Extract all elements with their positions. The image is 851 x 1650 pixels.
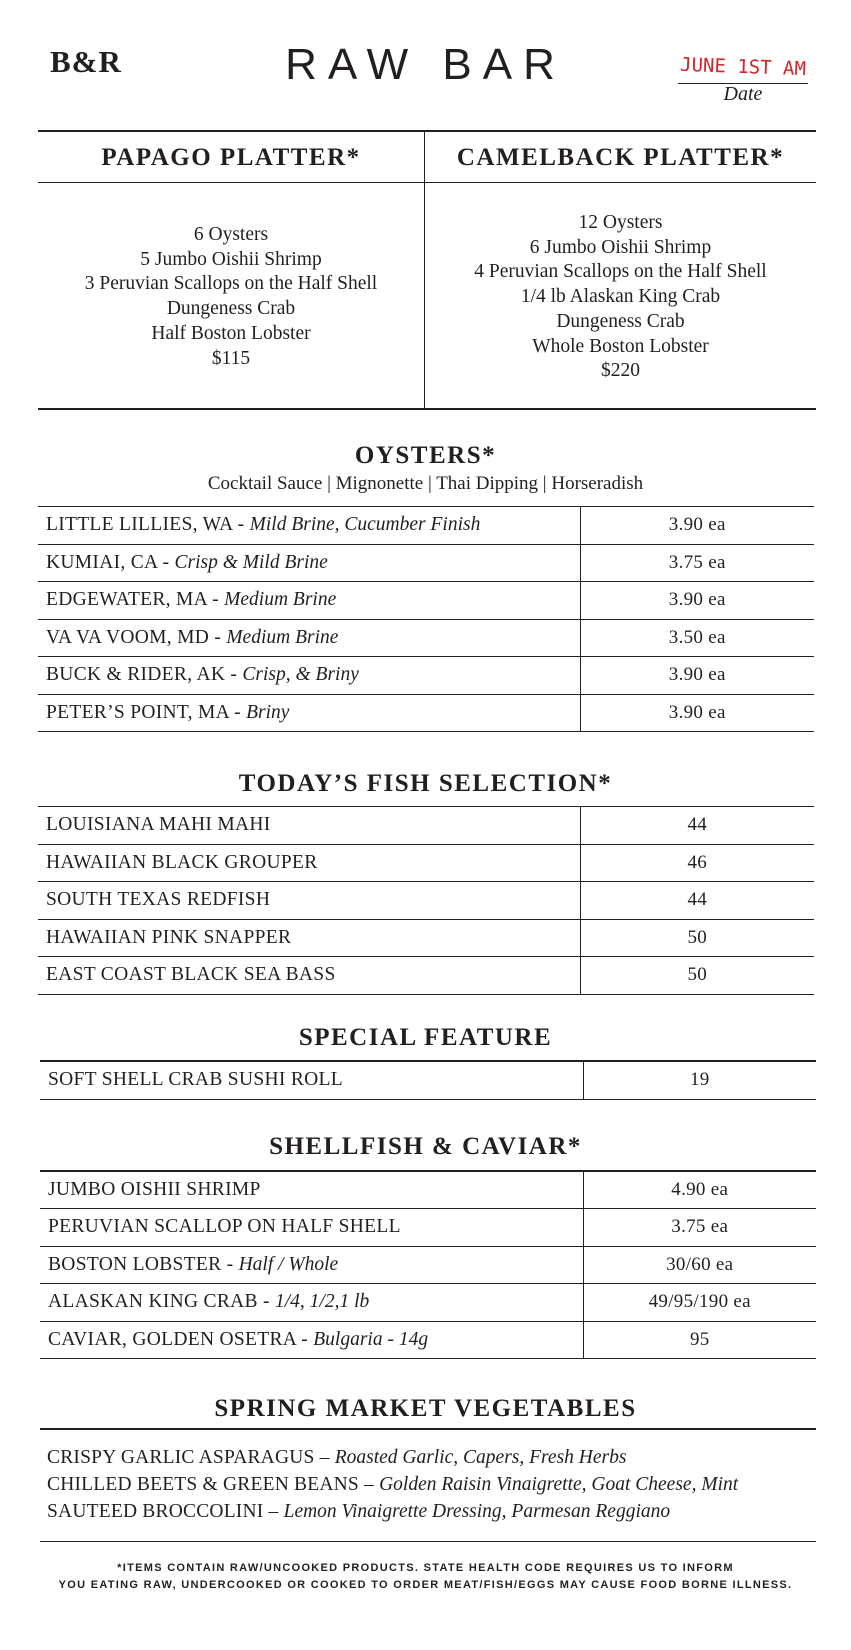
date-label: Date — [723, 83, 763, 105]
fish-table — [38, 806, 814, 995]
item-price: 46 — [580, 844, 814, 882]
shellfish-title: SHELLFISH & CAVIAR* — [269, 1133, 582, 1160]
platter-item: 12 Oysters — [578, 212, 663, 233]
item-price: 50 — [580, 919, 814, 957]
table-row — [38, 619, 814, 657]
platter-item: 6 Jumbo Oishii Shrimp — [529, 236, 712, 258]
fish-title: TODAY’S FISH SELECTION* — [238, 770, 613, 797]
oysters-title: OYSTERS* — [354, 442, 497, 469]
item-name: CAVIAR, GOLDEN OSETRA - Bulgaria - 14g — [40, 1321, 583, 1359]
platter-price: $115 — [211, 347, 251, 369]
item-name: BUCK & RIDER, AK - Crisp, & Briny — [38, 657, 580, 695]
item-price: 49/95/190 ea — [583, 1284, 816, 1322]
item-price: 3.75 ea — [583, 1209, 816, 1247]
item-price: 3.90 ea — [580, 507, 814, 545]
platter-price: $220 — [601, 360, 640, 382]
platter-item: Whole Boston Lobster — [532, 335, 709, 357]
vegetables-top-rule — [40, 1428, 816, 1430]
item-name: JUMBO OISHII SHRIMP — [40, 1171, 583, 1209]
item-name: SOFT SHELL CRAB SUSHI ROLL — [40, 1061, 583, 1099]
item-price: 3.75 ea — [580, 544, 814, 582]
item-name: HAWAIIAN BLACK GROUPER — [38, 844, 580, 882]
shellfish-table — [40, 1170, 816, 1359]
table-row — [40, 1061, 816, 1099]
table-row — [38, 919, 814, 957]
table-row — [38, 807, 814, 845]
item-name: SOUTH TEXAS REDFISH — [38, 882, 580, 920]
item-price: 3.50 ea — [580, 619, 814, 657]
item-price: 44 — [580, 882, 814, 920]
platter-item: 4 Peruvian Scallops on the Half Shell — [474, 261, 767, 283]
disclaimer-line: YOU EATING RAW, UNDERCOOKED OR COOKED TO ORDER MEAT/FISH/EGGS MAY CAUSE FOOD BORNE ILLNESS. — [58, 1579, 793, 1591]
item-price: 30/60 ea — [583, 1246, 816, 1284]
disclaimer-line: *ITEMS CONTAIN RAW/UNCOOKED PRODUCTS. STATE HEALTH CODE REQUIRES US TO INFORM — [117, 1562, 734, 1574]
list-item: CHILLED BEETS & GREEN BEANS – Golden Raisin Vinaigrette, Goat Cheese, Mint — [47, 1474, 739, 1495]
page-title: RAW BAR — [285, 40, 566, 89]
platter-items-papago — [38, 223, 424, 371]
item-price: 19 — [583, 1061, 816, 1099]
table-row — [38, 507, 814, 545]
table-row — [38, 582, 814, 620]
item-name: LOUISIANA MAHI MAHI — [38, 807, 580, 845]
table-row — [40, 1246, 816, 1284]
list-item: SAUTEED BROCCOLINI – Lemon Vinaigrette Dressing, Parmesan Reggiano — [47, 1501, 671, 1522]
table-row — [38, 957, 814, 995]
platter-item: 3 Peruvian Scallops on the Half Shell — [84, 273, 378, 295]
platter-item: 5 Jumbo Oishii Shrimp — [140, 248, 322, 270]
platter-bottom-rule — [38, 408, 816, 410]
item-price: 3.90 ea — [580, 694, 814, 732]
list-item: CRISPY GARLIC ASPARAGUS – Roasted Garlic, Capers, Fresh Herbs — [47, 1447, 627, 1468]
table-row — [40, 1321, 816, 1359]
item-name: HAWAIIAN PINK SNAPPER — [38, 919, 580, 957]
platter-item: Half Boston Lobster — [151, 322, 311, 344]
table-row — [38, 882, 814, 920]
item-name: LITTLE LILLIES, WA - Mild Brine, Cucumber Finish — [38, 507, 580, 545]
item-price: 4.90 ea — [583, 1171, 816, 1209]
oysters-sauces: Cocktail Sauce | Mignonette | Thai Dipping | Horseradish — [207, 473, 644, 494]
item-name: EAST COAST BLACK SEA BASS — [38, 957, 580, 995]
item-price: 50 — [580, 957, 814, 995]
logo: B&R — [50, 44, 122, 79]
platter-item: 6 Oysters — [193, 224, 269, 245]
platter-title-camelback: CAMELBACK PLATTER* — [456, 144, 785, 171]
item-name: EDGEWATER, MA - Medium Brine — [38, 582, 580, 620]
item-name: PETER’S POINT, MA - Briny — [38, 694, 580, 732]
item-name: VA VA VOOM, MD - Medium Brine — [38, 619, 580, 657]
table-row — [38, 657, 814, 695]
item-name: KUMIAI, CA - Crisp & Mild Brine — [38, 544, 580, 582]
vegetables-bottom-rule — [40, 1541, 816, 1542]
platter-item: Dungeness Crab — [556, 310, 685, 332]
table-row — [40, 1209, 816, 1247]
platter-items-camelback — [425, 211, 816, 384]
item-price: 3.90 ea — [580, 582, 814, 620]
table-row — [38, 844, 814, 882]
platter-title-papago: PAPAGO PLATTER* — [101, 144, 361, 171]
health-disclaimer — [0, 1560, 851, 1594]
special-table — [40, 1060, 816, 1100]
item-price: 95 — [583, 1321, 816, 1359]
handwritten-date: JUNE 1ST AM — [679, 53, 807, 81]
item-name: PERUVIAN SCALLOP ON HALF SHELL — [40, 1209, 583, 1247]
platter-header-rule — [38, 182, 816, 183]
table-row — [38, 544, 814, 582]
item-price: 44 — [580, 807, 814, 845]
table-row — [40, 1284, 816, 1322]
platter-top-rule — [38, 130, 816, 132]
special-title: SPECIAL FEATURE — [298, 1024, 553, 1051]
table-row — [40, 1171, 816, 1209]
item-name: BOSTON LOBSTER - Half / Whole — [40, 1246, 583, 1284]
oysters-table — [38, 506, 814, 732]
platter-item: 1/4 lb Alaskan King Crab — [520, 286, 721, 308]
item-price: 3.90 ea — [580, 657, 814, 695]
platter-item: Dungeness Crab — [166, 298, 296, 320]
table-row — [38, 694, 814, 732]
item-name: ALASKAN KING CRAB - 1/4, 1/2,1 lb — [40, 1284, 583, 1322]
vegetables-title: SPRING MARKET VEGETABLES — [214, 1395, 637, 1422]
